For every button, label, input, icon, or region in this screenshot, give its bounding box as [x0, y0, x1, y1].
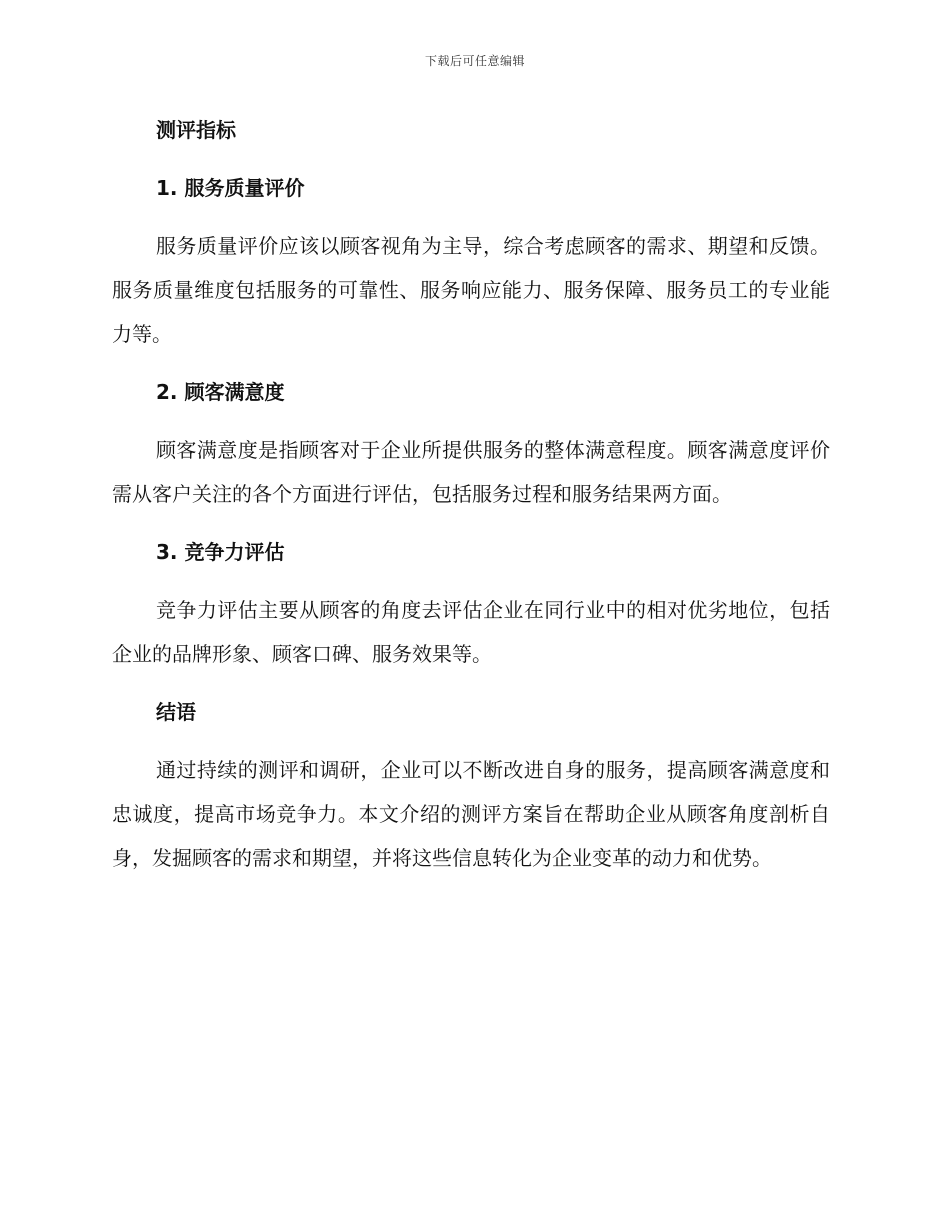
- section-title: 测评指标: [156, 118, 236, 142]
- conclusion-title: 结语: [156, 700, 196, 724]
- conclusion-body: 通过持续的测评和调研，企业可以不断改进自身的服务，提高顾客满意度和忠诚度，提高市场竞争力。本文介绍的测评方案旨在帮助企业从顾客角度剖析自身，发掘顾客的需求和期望，并将这些信息转化为企业变革的动力和优势。: [112, 758, 830, 870]
- item-body-customer-satisfaction: 顾客满意度是指顾客对于企业所提供服务的整体满意程度。顾客满意度评价需从客户关注的各个方面进行评估，包括服务过程和服务结果两方面。: [112, 438, 830, 506]
- page-header: 下载后可任意编辑: [424, 54, 525, 68]
- item-heading-customer-satisfaction: 2. 顾客满意度: [156, 380, 285, 404]
- item-body-service-quality: 服务质量评价应该以顾客视角为主导，综合考虑顾客的需求、期望和反馈。服务质量维度包括服务的可靠性、服务响应能力、服务保障、服务员工的专业能力等。: [112, 234, 830, 346]
- item-heading-service-quality: 1. 服务质量评价: [156, 176, 305, 200]
- item-heading-competitiveness: 3. 竞争力评估: [156, 540, 285, 564]
- document-body: [112, 108, 830, 880]
- item-body-competitiveness: 竞争力评估主要从顾客的角度去评估企业在同行业中的相对优劣地位，包括企业的品牌形象、顾客口碑、服务效果等。: [112, 598, 830, 666]
